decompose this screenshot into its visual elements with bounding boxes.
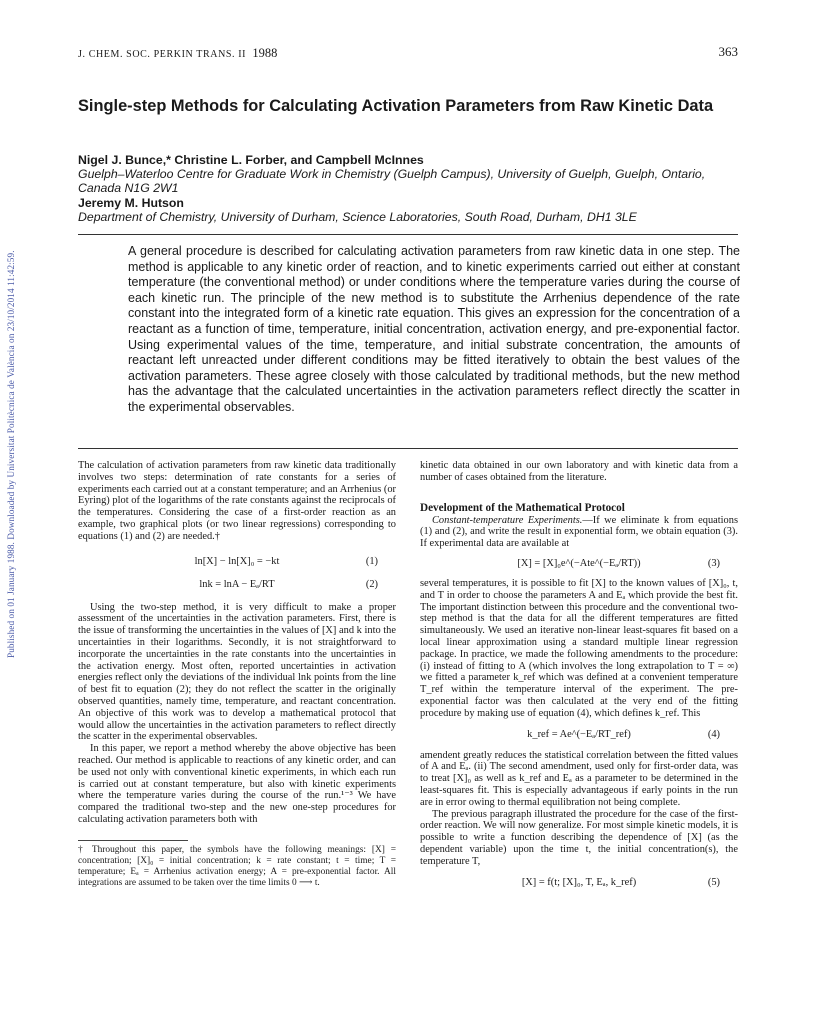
paper-title: Single-step Methods for Calculating Activation Parameters from Raw Kinetic Data <box>78 97 714 115</box>
abstract: A general procedure is described for calculating activation parameters from raw kinetic data in one step. The method is applicable to any kinetic order of reaction, and to kinetic experiments carried out either at constant temperature (the conventional method) or under conditions where the temperature varies during the course of each kinetic run. The principle of the new method is to substitute the Arrhenius dependence of the rate constant into the integrated form of a kinetic rate equation. This gives an expression for the concentration of a reactant as a function of time, temperature, initial concentration, activation energy, and pre-exponential factor. Using experimental values of the time, temperature, and initial substrate concentration, the amounts of reactant left unreacted under different conditions may be fitted iteratively to obtain the best values of the activation parameters. These agree closely with those calculated by traditional methods, but the new method has the advantage that the calculated uncertainties in the activation parameters reflect directly the scatter in the experimental observables. <box>128 244 740 414</box>
paragraph: Using the two-step method, it is very difficult to make a proper assessment of the uncertainties in the activation parameters. First, there is the issue of transforming the uncertainties in the values of [X] and k into the uncertainties in their logarithms. Secondly, it is not straightforward to incorporate the uncertainties in the rate constants into the uncertainties in the activation energy. Most often, reported uncertainties in activation energies reflect only the deviations of the individual lnk points from the line of best fit to equation (2); they do not reflect the scatter in the originally observed quantities, namely time, temperature, and reactant concentration. An objective of this work was to develop a mathematical protocol that would allow the uncertainties in the activation parameters to reflect directly the scatter in the experimental observables. <box>78 601 396 743</box>
section-heading: Development of the Mathematical Protocol <box>420 501 625 514</box>
running-header <box>78 44 738 60</box>
download-side-note <box>4 30 18 990</box>
download-note-text: Published on 01 January 1988. Downloaded by Universitat Politècnica de València on 23/10/2014 11:42:59. <box>6 250 16 658</box>
equation-expression: [X] = [X]₀e^(−Ate^(−Eₐ/RT)) <box>517 557 641 569</box>
footnote-rule <box>78 840 188 841</box>
paragraph: In this paper, we report a method whereby the above objective has been reached. Our method is applicable to reactions of any kinetic order, and can be used not only with conventional kinetic experiments, in which each run is carried out at constant temperature, but also with kinetic experiments where the temperature varies during the course of the run.¹⁻³ We have compared the traditional two-step and the new one-step procedures for calculating activation parameters both with <box>78 743 396 825</box>
subsection-heading: Constant-temperature Experiments. <box>432 514 583 526</box>
paragraph: The calculation of activation parameters from raw kinetic data traditionally involves two steps: determination of rate constants for a series of experiments each carried out at a constant temperature; and an Arrhenius (or Eyring) plot of the logarithms of the rate constants against the reciprocals of the temperatures. Considering the case of a first-order reaction as an example, two graphical plots (or two linear regressions) corresponding to equations (1) and (2) are needed.† <box>78 460 396 542</box>
equation-number: (5) <box>707 876 720 888</box>
paragraph: several temperatures, it is possible to fit [X] to the known values of [X]₀, t, and T in order to choose the parameters A and Eₐ which provide the best fit. The important distinction between this procedure and the conventional two-step method is that the data for all the different temperatures are fitted simultaneously. We used an iterative non-linear least-squares fit based on a local linear approximation using a standard multiple linear regression package. In practice, we made the following amendments to the procedure: (i) instead of fitting to A (which involves the long extrapolation to T = ∞) we fitted a parameter k_ref which was defined at a convenient temperature T_ref within the temperature interval of the experiment. The pre-exponential factor was then calculated at the very end of the fitting procedure by making use of equation (4), which defines k_ref. This <box>420 577 738 719</box>
paragraph: amendent greatly reduces the statistical correlation between the fitted values of A and Eₐ. (ii) The second amendment, used only for first-order data, was to treat [X]₀ as well as k_ref and Eₐ as a parameter to be determined in the least-squares fit. This is especially advantageous if early points in the run are in error owing to thermal equilibration not being complete. <box>420 749 738 808</box>
author-group-1: Nigel J. Bunce,* Christine L. Forber, and Campbell McInnes <box>78 153 424 167</box>
equation-number: (1) <box>365 555 378 567</box>
paragraph: The previous paragraph illustrated the procedure for the case of the first-order reaction. We will now generalize. For most simple kinetic models, it is possible to write a function describing the dependence of [X] (as the dependent variable) upon the time t, the initial concentration(s), the temperature T, <box>420 808 738 867</box>
equation-expression: ln[X] − ln[X]₀ = −kt <box>194 555 280 567</box>
column-right <box>420 460 738 890</box>
paragraph-text: —If we eliminate k from equations (1) and (2), and write the result in exponential form, we obtain equation (3). If experimental data are available at <box>420 514 738 550</box>
rule-bottom <box>78 448 738 449</box>
equation-3 <box>420 557 738 571</box>
equation-expression: [X] = f(t; [X]₀, T, Eₐ, k_ref) <box>521 876 637 888</box>
paragraph <box>420 515 738 550</box>
journal-name: J. CHEM. SOC. PERKIN TRANS. II <box>78 49 247 60</box>
column-left <box>78 460 396 889</box>
equation-2 <box>78 578 396 592</box>
rule-top <box>78 234 738 235</box>
authors-block <box>78 153 750 224</box>
page-number: 363 <box>718 44 738 59</box>
journal-line <box>78 46 277 61</box>
affiliation-2: Department of Chemistry, University of Durham, Science Laboratories, South Road, Durham, DH1 3LE <box>78 209 637 224</box>
footnote: † Throughout this paper, the symbols have the following meanings: [X] = concentration; [X]₀ = initial concentration; k = rate constant; t = time; T = temperature; Eₐ = Arrhenius activation energy; A = pre-exponential factor. All integrations are assumed to be taken over the time limits 0 ⟶ t. <box>78 844 396 888</box>
affiliation-1: Guelph–Waterloo Centre for Graduate Work in Chemistry (Guelph Campus), University of Guelph, Guelph, Ontario, Canada N1G 2W1 <box>78 167 706 196</box>
equation-expression: k_ref = Ae^(−Eₐ/RT_ref) <box>527 728 631 740</box>
equation-number: (2) <box>365 578 378 590</box>
equation-number: (3) <box>707 557 720 569</box>
equation-number: (4) <box>707 728 720 740</box>
equation-5 <box>420 876 738 890</box>
equation-4 <box>420 728 738 742</box>
author-group-2: Jeremy M. Hutson <box>78 195 184 210</box>
paragraph: kinetic data obtained in our own laboratory and with kinetic data from a number of cases obtained from the literature. <box>420 460 738 483</box>
equation-expression: lnk = lnA − Eₐ/RT <box>199 578 275 590</box>
equation-1 <box>78 555 396 569</box>
journal-year: 1988 <box>252 46 278 60</box>
